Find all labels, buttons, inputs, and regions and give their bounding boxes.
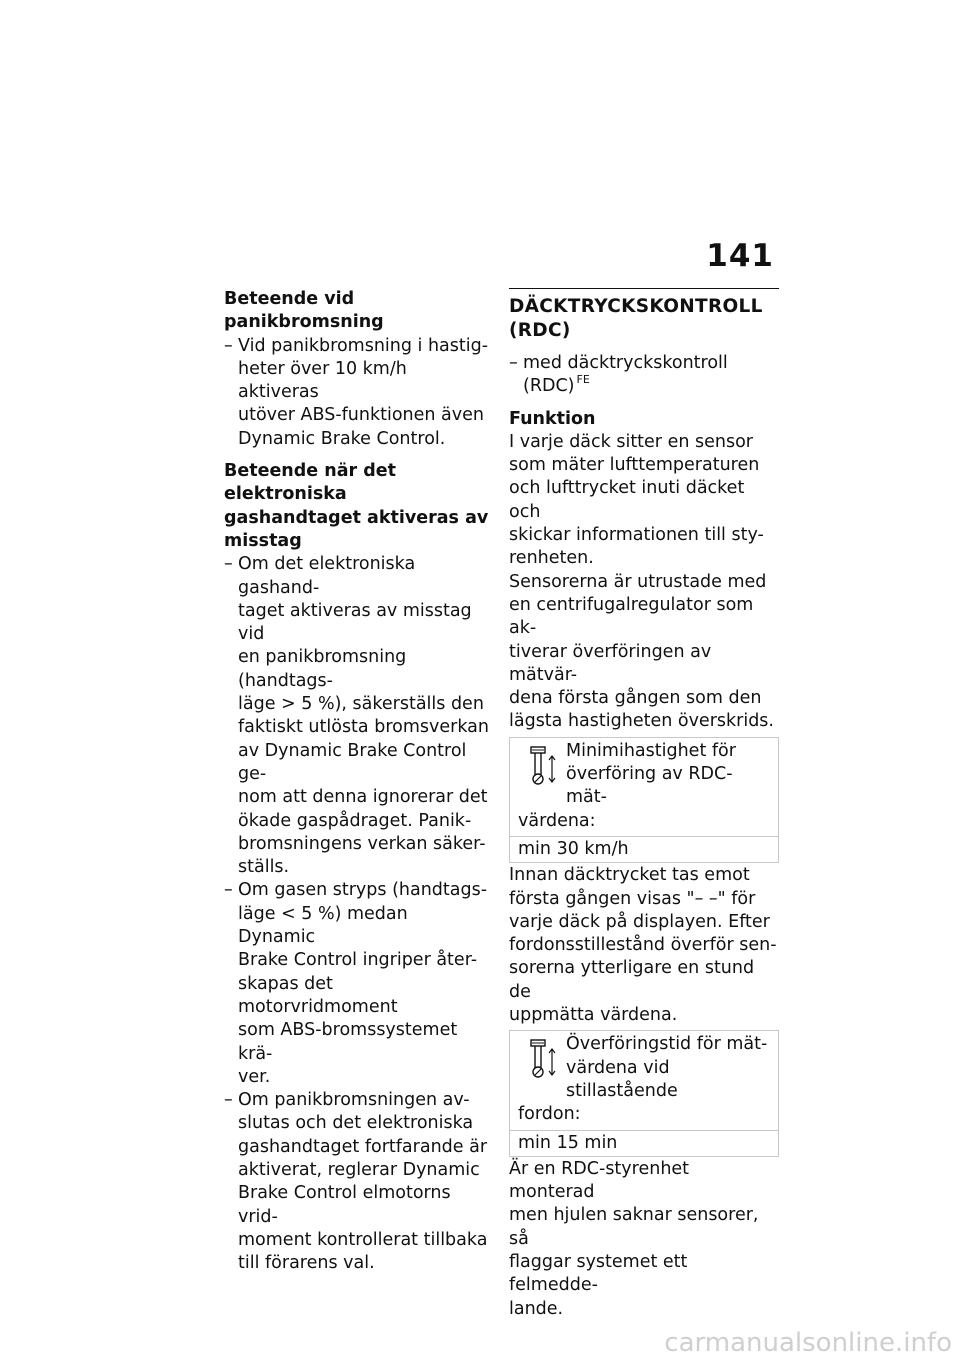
function-heading: Funktion: [509, 408, 596, 429]
list-item-text: Om det elektroniska gashand- taget aktiveras av misstag vid en panikbromsning (handtags- läge > 5 %), säkerställs den faktiskt utlösta bromsverkan av Dynamic Brake Control ge- nom att denna ignorerar det ökade gaspådraget. Panik- bromsningens verkan säker- ställs.: [238, 554, 489, 878]
spec-box-label: Minimihastighet för överföring av RDC-mät- värdena:: [518, 740, 736, 831]
right-column: [509, 288, 779, 1321]
list-item: [224, 1089, 490, 1275]
equipment-item: [509, 352, 779, 399]
paragraph: I varje däck sitter en sensor som mäter lufttemperaturen och lufttrycket inuti däcket och skickar informationen till sty- renheten.: [509, 431, 764, 569]
tire-pressure-sensor-icon: [518, 742, 560, 788]
dash-bullet: –: [224, 880, 233, 901]
spec-box-header: [510, 738, 778, 836]
tire-pressure-sensor-icon: [518, 1035, 560, 1081]
equipment-text: med däcktryckskontroll (RDC): [523, 353, 728, 397]
spec-box-header: [510, 1031, 778, 1129]
left-column: [224, 288, 490, 1275]
paragraph: Sensorerna är utrustade med en centrifugalregulator som ak- tiverar överföringen av mätvär- dena första gången som den lägsta hastigheten överskrids.: [509, 571, 774, 732]
list-item-text: Vid panikbromsning i hastig- heter över 10 km/h aktiveras utöver ABS-funktionen även Dynamic Brake Control.: [238, 335, 489, 449]
dash-bullet: –: [509, 353, 518, 373]
spec-box-label: Överföringstid för mät- värdena vid stillastående fordon:: [518, 1034, 768, 1125]
spec-box-value: min 15 min: [510, 1130, 778, 1156]
list-item: [224, 553, 490, 879]
dash-bullet: –: [224, 554, 233, 575]
list-item: [224, 879, 490, 1089]
watermark: carmanualsonline.info: [664, 1328, 952, 1358]
section-title: DÄCKTRYCKSKONTROLL (RDC): [509, 296, 763, 341]
paragraph: Är en RDC-styrenhet monterad men hjulen saknar sensorer, så flaggar systemet ett felmedde- lande.: [509, 1158, 759, 1319]
dash-bullet: –: [224, 335, 233, 356]
page-number: 141: [706, 238, 774, 274]
dash-bullet: –: [224, 1090, 233, 1111]
heading-panic-braking: Beteende vid panikbromsning: [224, 289, 384, 333]
spec-box: [509, 1030, 779, 1156]
section-rule: [509, 288, 779, 289]
equipment-superscript: FE: [576, 373, 590, 387]
list-item-text: Om panikbromsningen av- slutas och det elektroniska gashandtaget fortfarande är aktiverat, reglerar Dynamic Brake Control elmotorns vrid- moment kontrollerat tillbaka till förarens val.: [238, 1090, 488, 1274]
list-item-text: Om gasen stryps (handtags- läge < 5 %) medan Dynamic Brake Control ingriper åter- skapas det motorvridmoment som ABS-bromssystemet krä- ver.: [238, 880, 488, 1087]
paragraph: Innan däcktrycket tas emot första gången visas "– –" för varje däck på displayen. Efter fordonsstillestånd överför sen- sorerna ytterligare en stund de uppmätta värdena.: [509, 865, 777, 1026]
spec-box-value: min 30 km/h: [510, 836, 778, 862]
list-item: [224, 335, 490, 451]
spec-box: [509, 737, 779, 863]
heading-throttle-misuse: Beteende när det elektroniska gashandtaget aktiveras av misstag: [224, 461, 489, 551]
